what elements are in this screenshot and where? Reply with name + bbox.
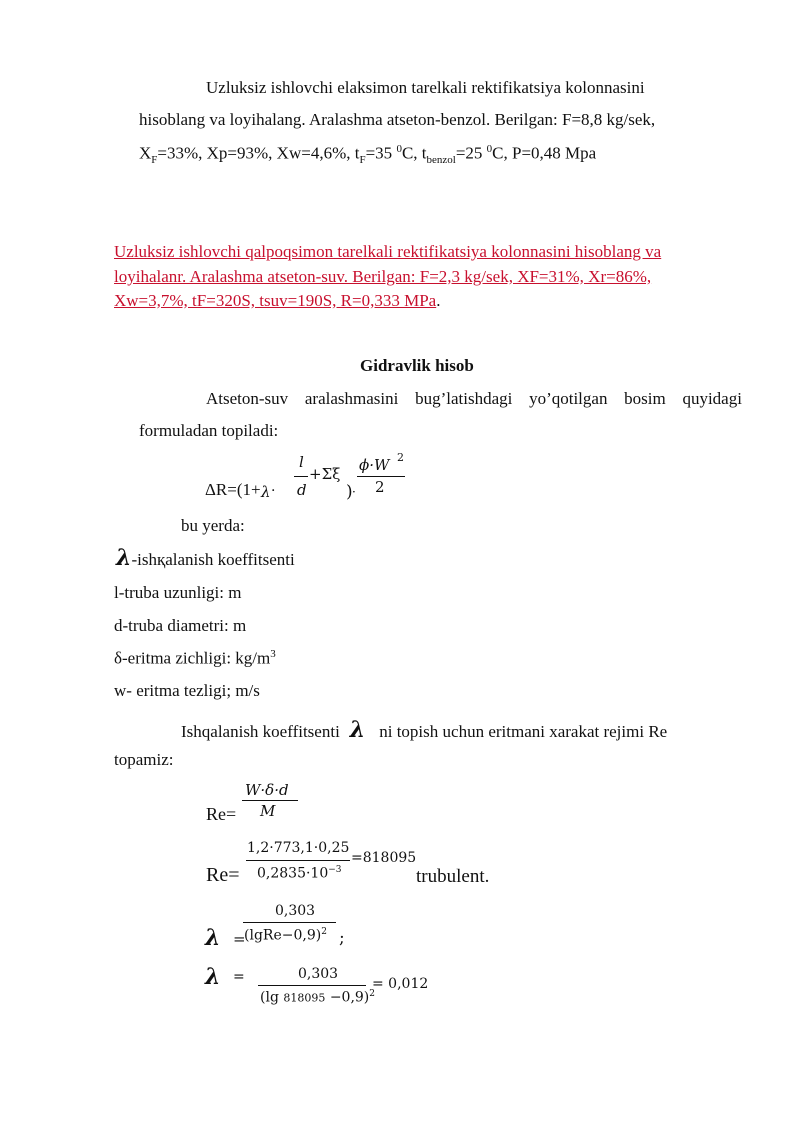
problem2-line1: Uzluksiz ishlovchi qalpoqsimon tarelkali rektifikatsiya kolonnasini hisoblang va [114, 242, 662, 261]
length-definition: l-truba uzunligi: m [114, 583, 242, 602]
density-definition: δ-eritma zichligi: $kg/m^3$ [114, 648, 276, 668]
section-heading: Gidravlik hisob [360, 356, 474, 375]
problem2-line3: Xw=3,7%, tF=320S, tsuv=190S, R=0,333 MPa. [114, 291, 441, 310]
intro-line1: Atseton-suv aralashmasini bug’latishdagi yo’qotilgan bosim quyidagi [206, 389, 742, 408]
problem1-line2: hisoblang va loyihalang. Aralashma atseton-benzol. Berilgan: F=8,8 kg/sek, [139, 110, 656, 129]
where-label: bu yerda: [181, 516, 245, 535]
lambda-definition: λ-ishқalanish koeffitsenti [116, 545, 295, 571]
velocity-definition: w- eritma tezligi; m/s [114, 681, 260, 700]
reynolds-intro-line1: Ishqalanish koeffitsenti λ ni topish uchun eritmani xarakat rejimi Re [181, 717, 668, 743]
intro-line2: formuladan topiladi: [139, 421, 279, 440]
problem1-line1: Uzluksiz ishlovchi elaksimon tarelkali rektifikatsiya kolonnasini [206, 78, 645, 97]
flow-regime: trubulent. [416, 866, 490, 887]
problem2-line2: loyihalanr. Aralashma atseton-suv. Berilgan: F=2,3 kg/sek, XF=31%, Xr=86%, [114, 267, 652, 286]
lambda-symbol: λ [116, 545, 132, 571]
problem1-line3: $X_F=33\%$, Xp=93%, Xw=4,6%, $t_F=35$ $^0$C, $t_{benzol}=25$ $^0$C, P=0,48 Mpa [139, 143, 597, 167]
diameter-definition: d-truba diametri: m [114, 616, 247, 635]
lambda-symbol: λ [349, 717, 366, 743]
reynolds-intro-line2: topamiz: [114, 750, 174, 769]
